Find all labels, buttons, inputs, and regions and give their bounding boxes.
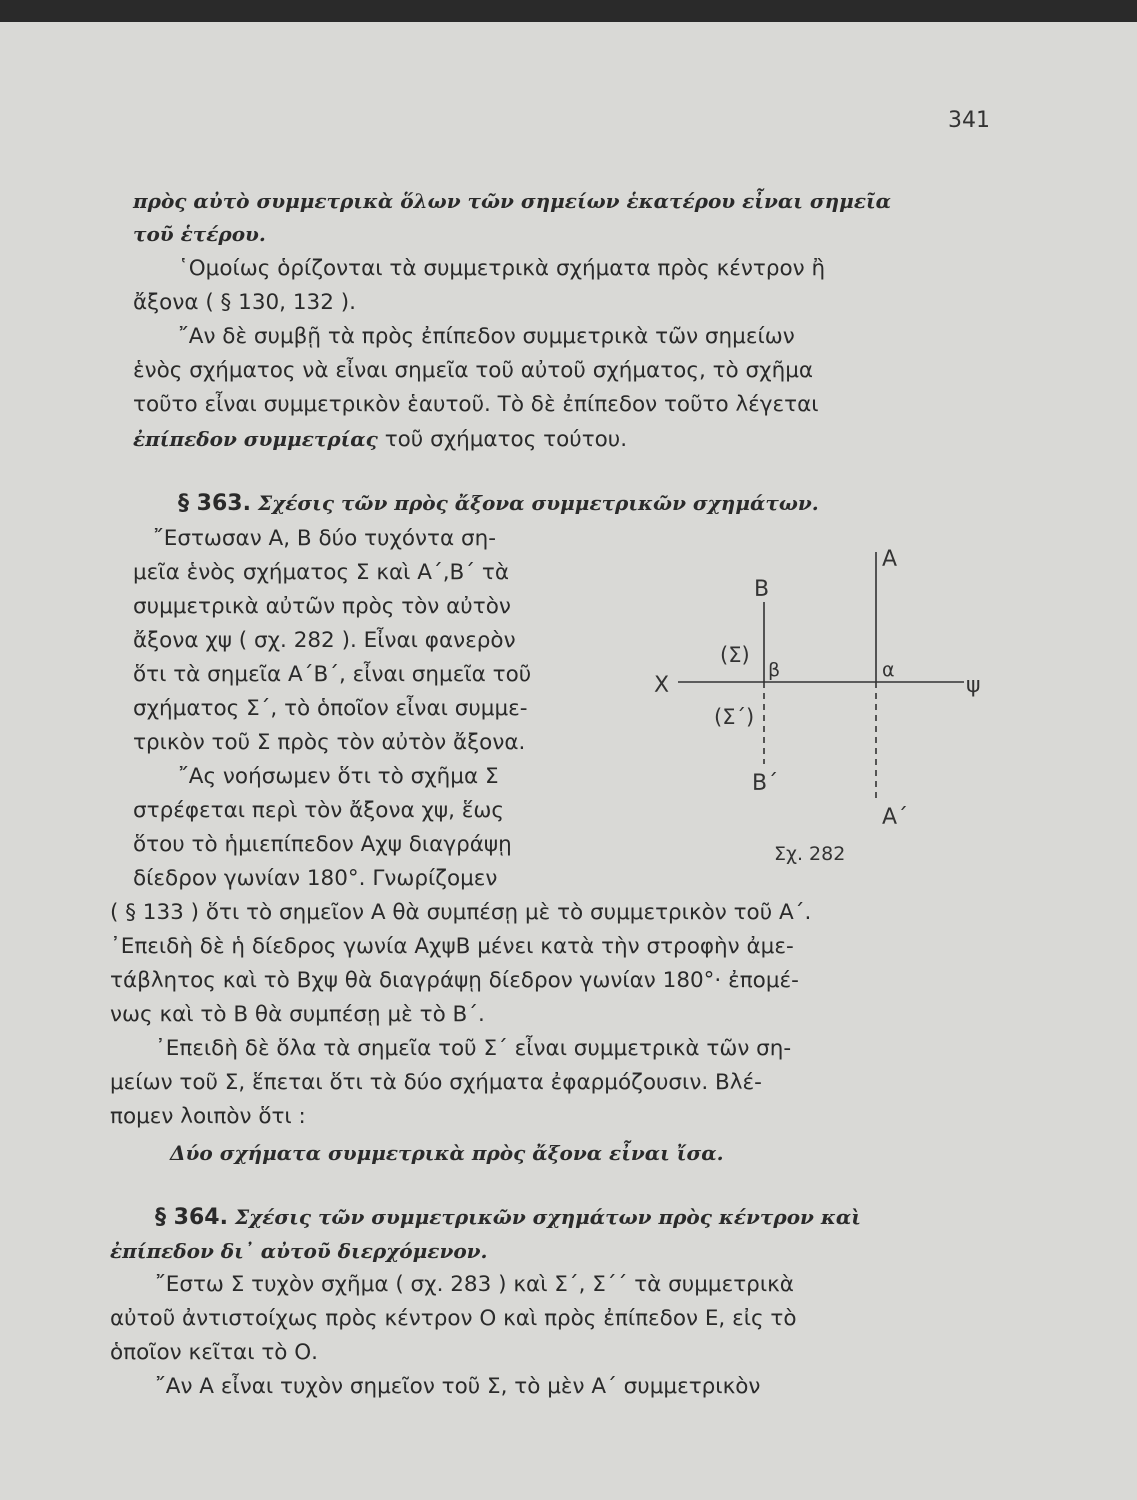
text-line: νως καὶ τὸ Β θὰ συμπέσῃ μὲ τὸ Β΄. xyxy=(110,1002,485,1027)
text-line: ᾿Επειδὴ δὲ ἡ δίεδρος γωνία ΑχψΒ μένει κατὰ τὴν στροφὴν ἀμε- xyxy=(110,934,794,959)
page-number: 341 xyxy=(948,108,990,133)
label-beta: β xyxy=(768,659,781,681)
label-A-prime: Α΄ xyxy=(882,805,909,830)
text-line: πρὸς αὐτὸ συμμετρικὰ ὅλων τῶν σημείων ἑκατέρου εἶναι σημεῖα xyxy=(133,189,892,213)
text-line: ἄξονα χψ ( σχ. 282 ). Εἶναι φανερὸν xyxy=(133,628,516,653)
figure-282-drawing xyxy=(648,532,988,872)
term-plane-of-symmetry: ἐπίπεδον συμμετρίας xyxy=(133,427,378,451)
text-line: τρικὸν τοῦ Σ πρὸς τὸν αὐτὸν ἄξονα. xyxy=(133,730,526,755)
text-line: ῾Ομοίως ὁρίζονται τὰ συμμετρικὰ σχήματα πρὸς κέντρον ἢ xyxy=(178,256,826,281)
text-line: συμμετρικὰ αὐτῶν πρὸς τὸν αὐτὸν xyxy=(133,594,511,619)
section-number: § 364. xyxy=(155,1205,228,1230)
text-line: ὁποῖον κεῖται τὸ Ο. xyxy=(110,1340,319,1365)
section-title-continued: ἐπίπεδον δι᾿ αὐτοῦ διερχόμενον. xyxy=(110,1239,488,1263)
text-line: ἄξονα ( § 130, 132 ). xyxy=(133,290,356,315)
text-line: δίεδρον γωνίαν 180°. Γνωρίζομεν xyxy=(133,866,498,891)
label-A: Α xyxy=(882,547,898,572)
text-line xyxy=(133,425,627,454)
theorem-statement: Δύο σχήματα συμμετρικὰ πρὸς ἄξονα εἶναι ἴσα. xyxy=(170,1141,724,1165)
text-line: ὅτου τὸ ἡμιεπίπεδον Αχψ διαγράψῃ xyxy=(133,832,512,857)
book-page xyxy=(0,22,1137,1500)
text-line: ῎Ας νοήσωμεν ὅτι τὸ σχῆμα Σ xyxy=(178,764,499,789)
text-line: ῎Αν Α εἶναι τυχὸν σημεῖον τοῦ Σ, τὸ μὲν Α΄ συμμετρικὸν xyxy=(155,1374,761,1399)
label-psi: ψ xyxy=(966,673,981,698)
figure-282 xyxy=(648,532,988,872)
text-line: ῎Εστω Σ τυχὸν σχῆμα ( σχ. 283 ) καὶ Σ΄, Σ΄΄ τὰ συμμετρικὰ xyxy=(155,1272,794,1297)
text-line: ὅτι τὰ σημεῖα Α΄Β΄, εἶναι σημεῖα τοῦ xyxy=(133,662,532,687)
section-364-heading xyxy=(155,1203,861,1232)
label-sigma: (Σ) xyxy=(720,643,750,667)
text-line: τοῦτο εἶναι συμμετρικὸν ἑαυτοῦ. Τὸ δὲ ἐπίπεδον τοῦτο λέγεται xyxy=(133,392,819,417)
text-line: μεῖα ἑνὸς σχήματος Σ καὶ Α΄,Β΄ τὰ xyxy=(133,560,510,585)
text-line: σχήματος Σ΄, τὸ ὁποῖον εἶναι συμμε- xyxy=(133,696,528,721)
text-line: τάβλητος καὶ τὸ Βχψ θὰ διαγράψῃ δίεδρον γωνίαν 180°· ἐπομέ- xyxy=(110,968,799,993)
text-line: αὐτοῦ ἀντιστοίχως πρὸς κέντρον Ο καὶ πρὸς ἐπίπεδον Ε, εἰς τὸ xyxy=(110,1306,797,1331)
text-line: πομεν λοιπὸν ὅτι : xyxy=(110,1104,306,1129)
section-363-heading xyxy=(178,489,819,518)
text-line: ᾿Επειδὴ δὲ ὅλα τὰ σημεῖα τοῦ Σ΄ εἶναι συμμετρικὰ τῶν ση- xyxy=(155,1036,792,1061)
section-title: Σχέσις τῶν συμμετρικῶν σχημάτων πρὸς κέντρον καὶ xyxy=(234,1205,861,1229)
text-line: ῎Εστωσαν Α, Β δύο τυχόντα ση- xyxy=(153,526,497,551)
label-alpha: α xyxy=(882,659,895,681)
label-B: Β xyxy=(754,577,770,602)
text-line: μείων τοῦ Σ, ἕπεται ὅτι τὰ δύο σχήματα ἐφαρμόζουσιν. Βλέ- xyxy=(110,1070,762,1095)
label-sigma-prime: (Σ΄) xyxy=(714,705,755,729)
text-line: ( § 133 ) ὅτι τὸ σημεῖον Α θὰ συμπέσῃ μὲ τὸ συμμετρικὸν τοῦ Α΄. xyxy=(110,900,812,925)
section-number: § 363. xyxy=(178,491,251,516)
text-line: ῎Αν δὲ συμβῇ τὰ πρὸς ἐπίπεδον συμμετρικὰ τῶν σημείων xyxy=(178,324,795,349)
label-B-prime: Β΄ xyxy=(752,771,779,796)
label-chi: Χ xyxy=(654,673,670,698)
text-line: τοῦ ἑτέρου. xyxy=(133,222,266,246)
figure-caption: Σχ. 282 xyxy=(774,843,846,865)
text-fragment: τοῦ σχήματος τούτου. xyxy=(384,427,628,452)
section-title: Σχέσις τῶν πρὸς ἄξονα συμμετρικῶν σχημάτων. xyxy=(257,491,819,515)
text-line: στρέφεται περὶ τὸν ἄξονα χψ, ἕως xyxy=(133,798,504,823)
text-line: ἑνὸς σχήματος νὰ εἶναι σημεῖα τοῦ αὐτοῦ σχήματος, τὸ σχῆμα xyxy=(133,358,814,383)
